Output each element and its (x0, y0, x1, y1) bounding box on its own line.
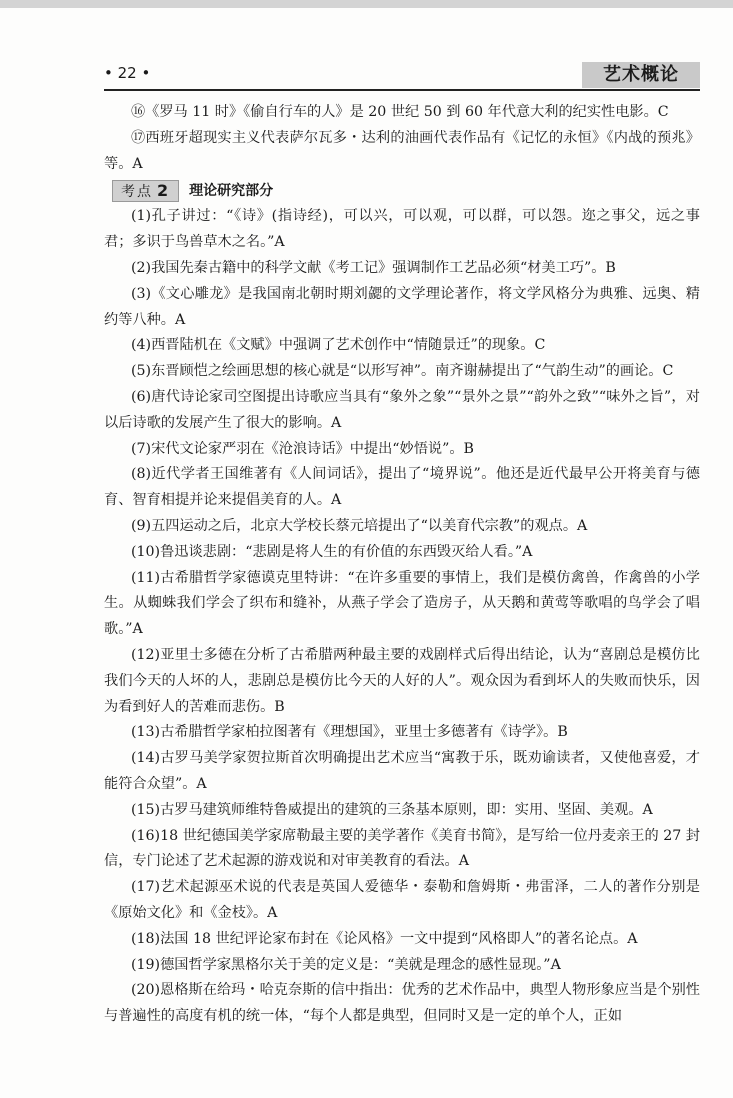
list-item: (11)古希腊哲学家德谟克里特讲：“在许多重要的事情上，我们是模仿禽兽，作禽兽的小学生。从蜘蛛我们学会了织布和缝补，从燕子学会了造房子，从天鹅和黄莺等歌唱的鸟学会了唱歌。”A (104, 569, 700, 638)
list-item: (13)古希腊哲学家柏拉图著有《理想国》，亚里士多德著有《诗学》。B (130, 724, 568, 741)
list-item: (10)鲁迅谈悲剧：“悲剧是将人生的有价值的东西毁灭给人看。”A (130, 543, 533, 560)
list-item: (1)孔子讲过：“《诗》(指诗经)，可以兴，可以观，可以群，可以怨。迩之事父，远之事君；多识于鸟兽草木之名。”A (104, 208, 700, 251)
section-tag-number: 2 (157, 181, 171, 201)
list-item: (12)亚里士多德在分析了古希腊两种最主要的戏剧样式后得出结论，认为“喜剧总是模仿比我们今天的人坏的人，悲剧总是模仿比今天的人好的人”。观众因为看到坏人的失败而快乐，因为看到好人的苦难而悲伤。B (104, 646, 700, 715)
intro-item: ⑯《罗马 11 时》《偷自行车的人》是 20 世纪 50 到 60 年代意大利的纪实性电影。C (130, 104, 669, 120)
list-item: (3)《文心雕龙》是我国南北朝时期刘勰的文学理论著作，将文学风格分为典雅、远奥、精约等八种。A (104, 285, 700, 328)
list-item: (19)德国哲学家黑格尔关于美的定义是：“美就是理念的感性显现。”A (130, 956, 561, 973)
list-item: (5)东晋顾恺之绘画思想的核心就是“以形写神”。南齐谢赫提出了“气韵生动”的画论。C (130, 363, 674, 380)
section-title: 理论研究部分 (189, 182, 274, 199)
list-item: (20)恩格斯在给玛・哈克奈斯的信中指出：优秀的艺术作品中，典型人物形象应当是个别性与普遍性的高度有机的统一体，“每个人都是典型，但同时又是一定的单个人，正如 (104, 982, 700, 1025)
list-item: (9)五四运动之后，北京大学校长蔡元培提出了“以美育代宗教”的观点。A (130, 517, 588, 534)
list-item: (17)艺术起源巫术说的代表是英国人爱德华・泰勒和詹姆斯・弗雷泽，二人的著作分别是《原始文化》和《金枝》。A (104, 879, 700, 921)
list-item: (15)古罗马建筑师维特鲁威提出的建筑的三条基本原则，即：实用、坚固、美观。A (130, 801, 653, 818)
list-item: (8)近代学者王国维著有《人间词话》，提出了“境界说”。他还是近代最早公开将美育与德育、智育相提并论来提倡美育的人。A (104, 466, 700, 509)
list-item: (6)唐代诗论家司空图提出诗歌应当具有“象外之象”“景外之景”“韵外之致”“味外之旨”，对以后诗歌的发展产生了很大的影响。A (104, 388, 700, 431)
page-content (104, 100, 700, 1030)
list-item: (18)法国 18 世纪评论家布封在《论风格》一文中提到“风格即人”的著名论点。A (130, 930, 638, 947)
section-tag-label: 考点 (121, 184, 153, 201)
scan-edge (0, 0, 733, 8)
section-tag (112, 180, 179, 202)
list-item: (4)西晋陆机在《文赋》中强调了艺术创作中“情随景迁”的现象。C (130, 337, 546, 354)
list-item: (16)18 世纪德国美学家席勒最主要的美学著作《美育书简》，是写给一位丹麦亲王的 27 封信，专门论述了艺术起源的游戏说和对审美教育的看法。A (104, 827, 700, 870)
list-item: (2)我国先秦古籍中的科学文献《考工记》强调制作工艺品必须“材美工巧”。B (130, 259, 616, 276)
book-title-tab: 艺术概论 (582, 62, 700, 88)
header-rule (104, 89, 700, 91)
page-header (104, 62, 700, 90)
list-item: (14)古罗马美学家贺拉斯首次明确提出艺术应当“寓教于乐，既劝谕读者，又使他喜爱，才能符合众望”。A (104, 750, 700, 792)
section-heading (112, 179, 700, 203)
page-number: • 22 • (104, 64, 151, 82)
list-item: (7)宋代文论家严羽在《沧浪诗话》中提出“妙悟说”。B (130, 440, 474, 457)
intro-item: ⑰西班牙超现实主义代表萨尔瓦多・达利的油画代表作品有《记忆的永恒》《内战的预兆》等。A (104, 129, 700, 172)
